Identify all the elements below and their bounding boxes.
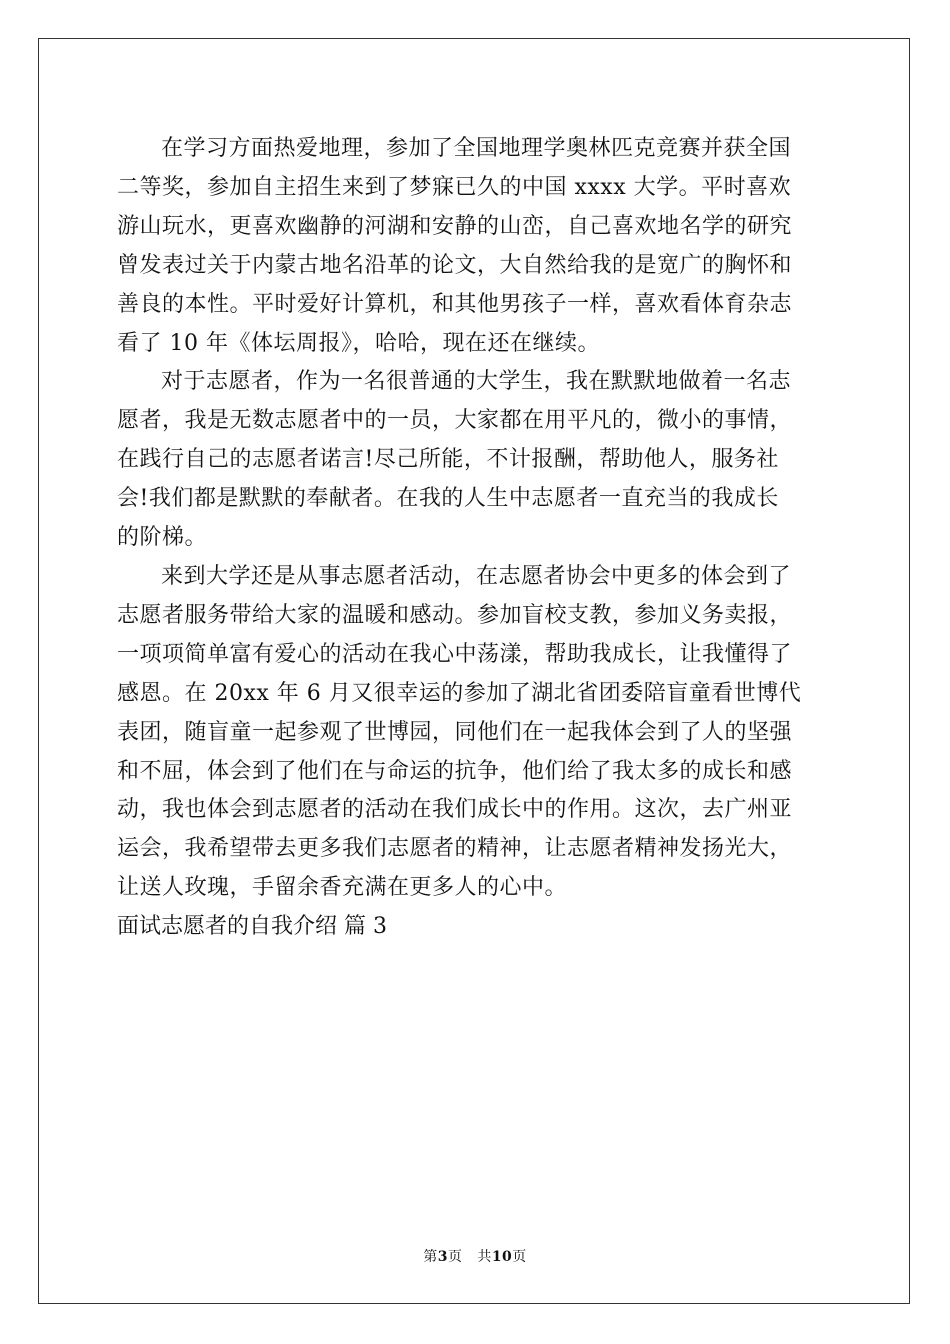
text-line: 游山玩水，更喜欢幽静的河湖和安静的山峦，自己喜欢地名学的研究 — [117, 213, 793, 239]
text-line: 在践行自己的志愿者诺言!尽己所能，不计报酬，帮助他人，服务社 — [117, 447, 779, 473]
text-line: 二等奖，参加自主招生来到了梦寐已久的中国 xxxx 大学。平时喜欢 — [117, 174, 792, 200]
text-line: 运会，我希望带去更多我们志愿者的精神，让志愿者精神发扬光大， — [117, 836, 793, 862]
text-line: 和不屈，体会到了他们在与命运的抗争，他们给了我太多的成长和感 — [117, 758, 793, 784]
paragraph-2 — [117, 363, 835, 558]
text-line: 在学习方面热爱地理，参加了全国地理学奥林匹克竞赛并获全国 — [161, 136, 792, 161]
paragraph-3 — [117, 558, 835, 908]
text-line: 对于志愿者，作为一名很普通的大学生，我在默默地做着一名志 — [161, 369, 792, 395]
footer-total-pages: 10 — [491, 1249, 513, 1265]
text-line: 曾发表过关于内蒙古地名沿革的论文，大自然给我的是宽广的胸怀和 — [117, 252, 793, 278]
text-line: 善良的本性。平时爱好计算机，和其他男孩子一样，喜欢看体育杂志 — [117, 291, 793, 317]
text-line: 让送人玫瑰，手留余香充满在更多人的心中。 — [117, 875, 568, 901]
text-line: 志愿者服务带给大家的温暖和感动。参加盲校支教，参加义务卖报， — [117, 602, 793, 628]
text-line: 看了 10 年《体坛周报》，哈哈，现在还在继续。 — [117, 330, 600, 356]
text-line: 的阶梯。 — [117, 525, 208, 551]
footer-page-number: 3 — [437, 1249, 448, 1265]
document-body — [117, 130, 835, 947]
footer-page-prefix: 第 — [423, 1249, 438, 1265]
text-line: 一项项简单富有爱心的活动在我心中荡漾，帮助我成长，让我懂得了 — [117, 641, 793, 667]
footer-page-suffix: 页 — [447, 1249, 463, 1265]
text-line: 愿者，我是无数志愿者中的一员，大家都在用平凡的，微小的事情， — [117, 408, 793, 434]
text-line: 感恩。在 20xx 年 6 月又很幸运的参加了湖北省团委陪盲童看世博代 — [117, 680, 802, 706]
footer-total-prefix: 共 — [477, 1249, 492, 1265]
text-line: 会!我们都是默默的奉献者。在我的人生中志愿者一直充当的我成长 — [117, 486, 779, 512]
text-line: 来到大学还是从事志愿者活动，在志愿者协会中更多的体会到了 — [161, 563, 792, 589]
text-line: 动，我也体会到志愿者的活动在我们成长中的作用。这次，去广州亚 — [117, 797, 793, 823]
section-heading: 面试志愿者的自我介绍 篇 3 — [117, 914, 387, 940]
page-footer — [0, 1246, 950, 1266]
text-line: 表团，随盲童一起参观了世博园，同他们在一起我体会到了人的坚强 — [117, 719, 793, 745]
paragraph-1 — [117, 130, 835, 363]
footer-total-suffix: 页 — [512, 1249, 527, 1265]
